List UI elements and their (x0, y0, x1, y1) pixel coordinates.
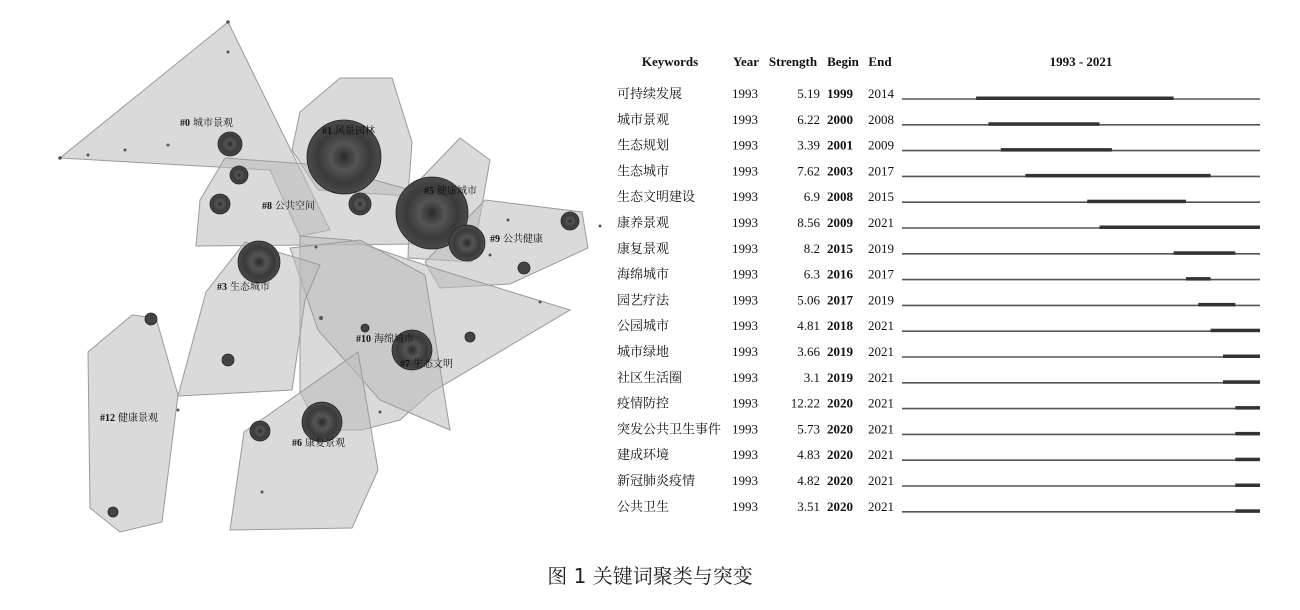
burst-bar (1235, 406, 1260, 410)
column-header-end: End (868, 54, 892, 69)
end-cell: 2019 (868, 292, 894, 308)
cluster-label-1: #1 风景园林 (322, 126, 375, 137)
end-cell: 2008 (868, 111, 894, 127)
begin-cell: 2020 (827, 395, 853, 411)
strength-cell: 5.73 (797, 421, 820, 437)
burst-bar (1223, 355, 1260, 359)
begin-cell: 2016 (827, 266, 853, 282)
year-cell: 1993 (732, 163, 758, 179)
burst-table-rows (617, 86, 1260, 515)
burst-row (617, 370, 1260, 386)
year-cell: 1993 (732, 395, 758, 411)
begin-cell: 2003 (827, 163, 853, 179)
year-cell: 1993 (732, 266, 758, 282)
burst-row (617, 241, 1260, 257)
end-cell: 2017 (868, 163, 894, 179)
burst-bar (1235, 509, 1260, 513)
burst-row (617, 396, 1260, 412)
keyword-cell: 康养景观 (617, 216, 670, 231)
burst-table-header (642, 54, 1113, 69)
keyword-cell: 城市绿地 (617, 345, 670, 360)
begin-cell: 1999 (827, 86, 853, 101)
strength-cell: 6.3 (803, 266, 820, 282)
begin-cell: 2015 (827, 240, 853, 256)
keyword-cell: 社区生活圈 (617, 370, 683, 386)
burst-bar (1001, 148, 1112, 152)
column-header-year: Year (733, 54, 759, 69)
column-header-begin: Begin (827, 54, 859, 69)
cluster-label-7: #7 生态文明 (400, 359, 453, 370)
begin-cell: 2000 (827, 111, 853, 127)
begin-cell: 2020 (827, 447, 853, 463)
begin-cell: 2018 (827, 318, 853, 334)
keyword-cell: 疫情防控 (617, 396, 670, 412)
strength-cell: 4.83 (797, 447, 820, 463)
year-cell: 1993 (732, 137, 758, 153)
keyword-cell: 新冠肺炎疫情 (617, 474, 696, 489)
burst-row (617, 215, 1260, 231)
strength-cell: 7.62 (797, 163, 820, 179)
keyword-cell: 生态城市 (617, 164, 670, 180)
strength-cell: 12.22 (790, 395, 820, 411)
burst-row (617, 112, 1260, 128)
end-cell: 2019 (868, 240, 894, 256)
burst-row (617, 473, 1260, 489)
strength-cell: 8.56 (797, 215, 820, 230)
begin-cell: 2009 (827, 215, 853, 230)
burst-row (617, 138, 1260, 154)
year-cell: 1993 (732, 447, 758, 463)
year-cell: 1993 (732, 473, 758, 488)
cluster-label-0: #0 城市景观 (180, 118, 233, 129)
begin-cell: 2017 (827, 292, 853, 308)
year-cell: 1993 (732, 292, 758, 308)
burst-bar (1235, 484, 1260, 488)
keyword-cell: 可持续发展 (617, 87, 683, 102)
end-cell: 2021 (868, 473, 894, 488)
strength-cell: 4.82 (797, 473, 820, 488)
strength-cell: 3.39 (797, 137, 820, 153)
end-cell: 2009 (868, 137, 894, 153)
burst-bar (1235, 458, 1260, 462)
year-cell: 1993 (732, 189, 758, 205)
burst-row (617, 86, 1260, 102)
begin-cell: 2020 (827, 421, 853, 437)
burst-bar (1186, 277, 1211, 281)
year-cell: 1993 (732, 215, 758, 230)
burst-row (617, 189, 1260, 205)
burst-row (617, 344, 1260, 360)
cluster-label-5: #5 健康城市 (424, 186, 477, 197)
keyword-cell: 园艺疗法 (617, 293, 670, 309)
year-cell: 1993 (732, 318, 758, 334)
cluster-label-10: #10 海绵城市 (356, 334, 414, 345)
begin-cell: 2020 (827, 473, 853, 488)
burst-bar (1211, 329, 1260, 333)
begin-cell: 2019 (827, 344, 853, 359)
timeline-title: 1993 - 2021 (1049, 54, 1113, 69)
end-cell: 2021 (868, 318, 894, 334)
year-cell: 1993 (732, 344, 758, 359)
strength-cell: 5.06 (797, 292, 820, 308)
burst-bar (1100, 226, 1261, 230)
end-cell: 2021 (868, 395, 894, 411)
year-cell: 1993 (732, 86, 758, 101)
burst-bar (1174, 251, 1236, 255)
cluster-label-9: #9 公共健康 (490, 234, 543, 245)
cluster-label-3: #3 生态城市 (217, 282, 270, 293)
strength-cell: 6.22 (797, 111, 820, 127)
end-cell: 2021 (868, 421, 894, 437)
end-cell: 2021 (868, 369, 894, 385)
keyword-cell: 康复景观 (617, 241, 670, 257)
cluster-label-6: #6 康复景观 (292, 438, 345, 449)
keyword-cell: 城市景观 (617, 112, 670, 128)
begin-cell: 2019 (827, 369, 853, 385)
burst-row (617, 292, 1260, 308)
burst-bar (1087, 200, 1186, 204)
burst-row (617, 267, 1260, 283)
keyword-cell: 建成环境 (617, 448, 670, 464)
end-cell: 2021 (868, 344, 894, 359)
burst-row (617, 499, 1260, 515)
burst-bar (976, 97, 1174, 101)
strength-cell: 5.19 (797, 86, 820, 101)
burst-bar (1223, 380, 1260, 384)
strength-cell: 3.51 (797, 498, 820, 514)
year-cell: 1993 (732, 111, 758, 127)
column-header-strength: Strength (768, 54, 818, 69)
end-cell: 2017 (868, 266, 894, 282)
burst-bar (1198, 303, 1235, 307)
year-cell: 1993 (732, 498, 758, 514)
strength-cell: 8.2 (803, 240, 820, 256)
begin-cell: 2008 (827, 189, 853, 205)
keyword-cell: 突发公共卫生事件 (617, 422, 722, 438)
burst-bar (988, 122, 1099, 126)
figure-caption: 图 1 关键词聚类与突变 (547, 564, 753, 588)
strength-cell: 4.81 (797, 318, 820, 334)
year-cell: 1993 (732, 369, 758, 385)
year-cell: 1993 (732, 240, 758, 256)
keyword-cell: 公共卫生 (617, 499, 670, 515)
strength-cell: 6.9 (803, 189, 820, 205)
begin-cell: 2020 (827, 498, 853, 514)
burst-bar (1025, 174, 1210, 178)
column-header-keywords: Keywords (641, 54, 699, 69)
keyword-cell: 生态规划 (617, 138, 670, 154)
burst-row (617, 421, 1260, 437)
burst-row (617, 318, 1260, 334)
cluster-label-8: #8 公共空间 (262, 201, 315, 212)
burst-row (617, 163, 1260, 179)
year-cell: 1993 (732, 421, 758, 437)
keyword-cell: 公园城市 (617, 319, 670, 335)
keyword-cell: 海绵城市 (617, 267, 670, 283)
end-cell: 2021 (868, 447, 894, 463)
end-cell: 2021 (868, 498, 894, 514)
end-cell: 2015 (868, 189, 894, 205)
begin-cell: 2001 (827, 137, 853, 153)
strength-cell: 3.1 (803, 369, 820, 385)
burst-bar (1235, 432, 1260, 436)
cluster-label-12: #12 健康景观 (100, 413, 158, 424)
keyword-cell: 生态文明建设 (617, 190, 696, 206)
strength-cell: 3.66 (797, 344, 820, 359)
burst-row (617, 447, 1260, 463)
end-cell: 2014 (868, 86, 894, 101)
end-cell: 2021 (868, 215, 894, 230)
